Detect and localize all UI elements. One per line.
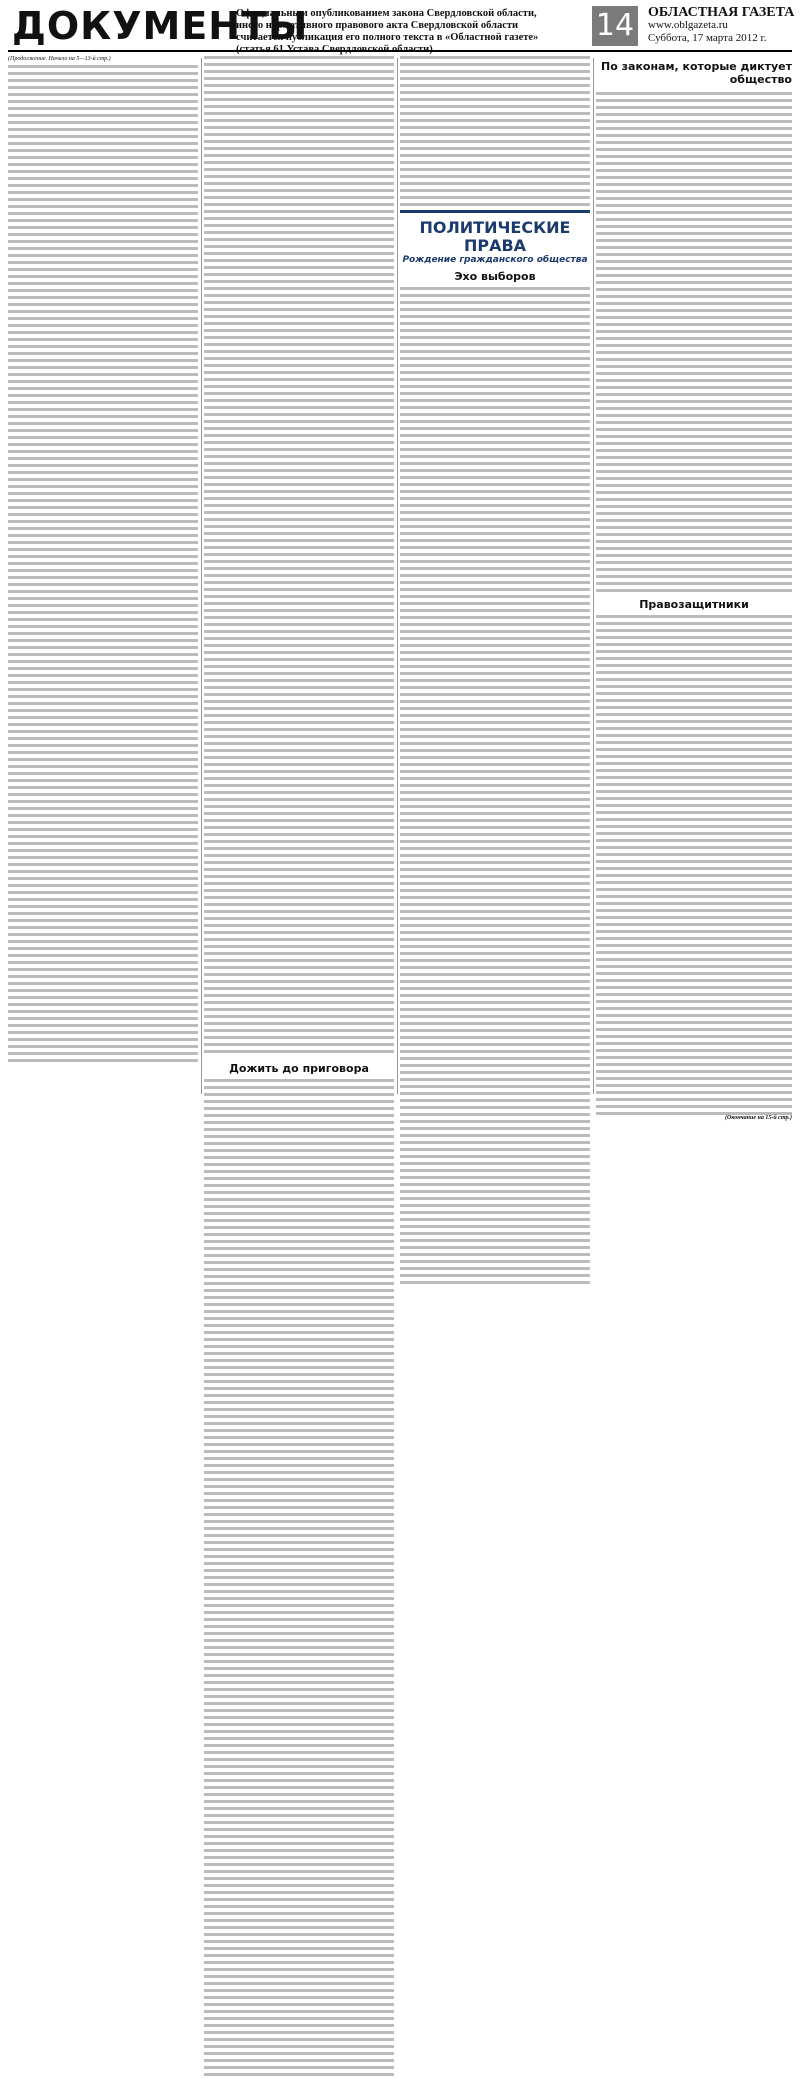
masthead-site[interactable]: www.oblgazeta.ru: [648, 19, 728, 31]
column-4: [596, 56, 792, 1121]
article-heading: Дожить до приговора: [229, 1062, 369, 1075]
masthead-date: Суббота, 17 марта 2012 г.: [648, 32, 767, 44]
rubric-title: ДОКУМЕНТЫ: [12, 4, 309, 48]
article-heading: Правозащитники: [639, 598, 749, 611]
continued-on: (Окончание на 15-й стр.): [725, 1115, 792, 1121]
body-text: [596, 92, 792, 592]
body-text: [596, 615, 792, 1115]
page-number: 14: [592, 6, 638, 46]
column-divider: [397, 58, 398, 1094]
section-bar: [400, 210, 590, 213]
body-text: [400, 287, 590, 1287]
body-text: [204, 56, 394, 1056]
continued-from: (Продолжение. Начало на 5—13-й стр.): [8, 56, 111, 62]
masthead-name: ОБЛАСТНАЯ ГАЗЕТА: [648, 5, 795, 20]
masthead: [648, 6, 798, 45]
column-3: [400, 56, 590, 1096]
column-divider: [201, 58, 202, 1094]
column-2: [204, 56, 394, 1096]
body-text: [204, 1079, 394, 2079]
article-heading: Эхо выборов: [454, 270, 536, 283]
body-text: [400, 56, 590, 206]
page-header: [8, 4, 795, 48]
article-heading: По законам, которые диктует общество: [601, 60, 792, 86]
column-divider: [593, 58, 594, 1094]
header-rule: [8, 50, 792, 52]
body-text: [8, 65, 198, 1065]
section-subtitle: Рождение гражданского общества: [402, 255, 588, 265]
header-lead: Официальным опубликованием закона Свердловской области, иного нормативного правового акта Свердловской области считается публикация его полного текста в «Областной газете»: [236, 8, 539, 43]
column-1: [8, 56, 198, 1096]
section-title: ПОЛИТИЧЕСКИЕ ПРАВА: [419, 218, 571, 255]
